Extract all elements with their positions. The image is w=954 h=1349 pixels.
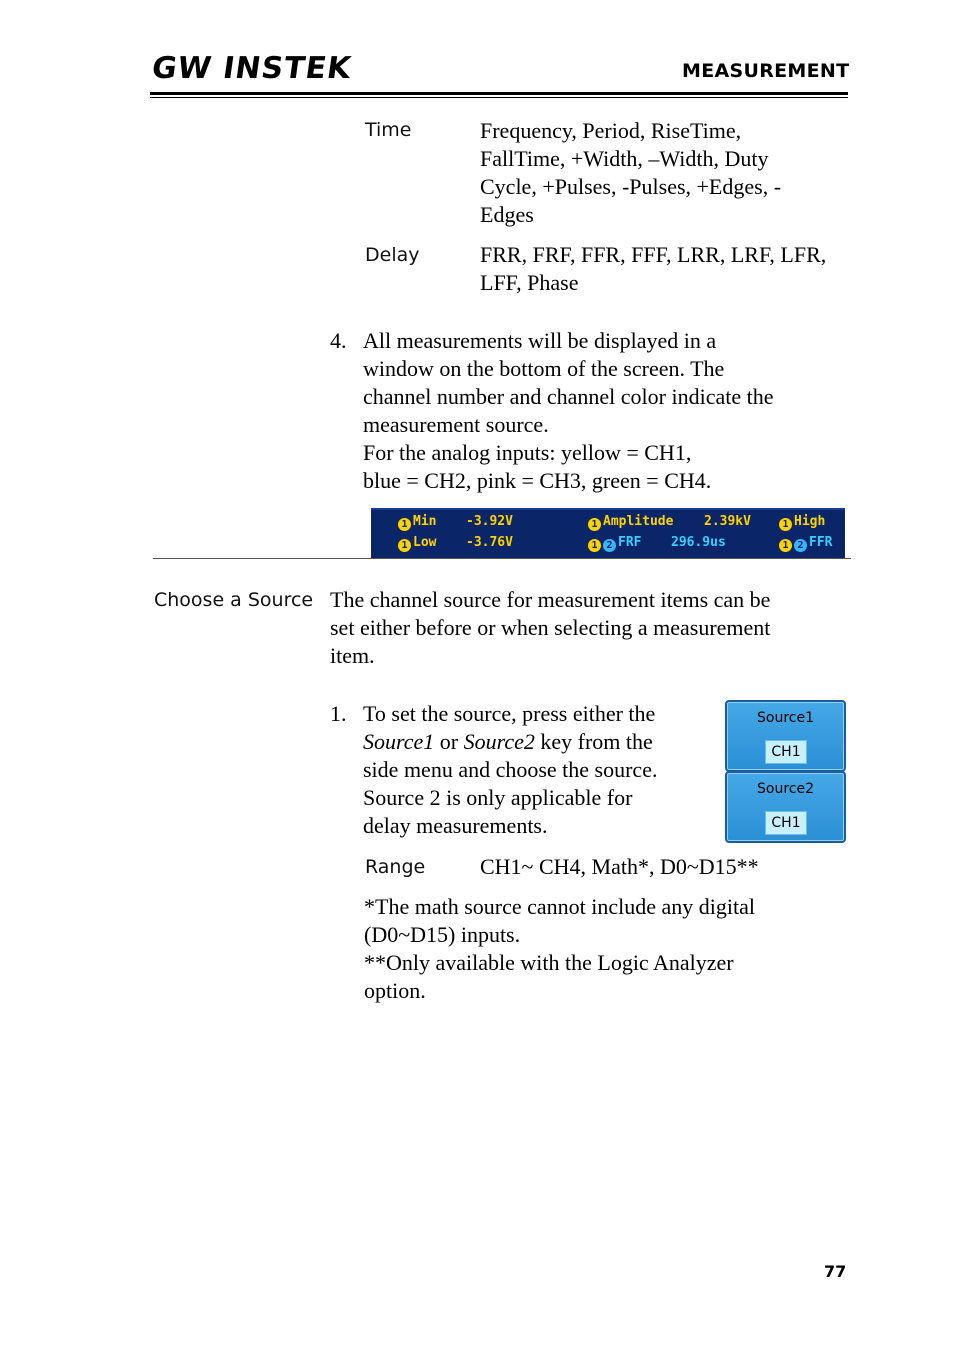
source1-softkey[interactable]	[725, 700, 846, 772]
meas-frf: 1 2 FRF	[588, 535, 641, 552]
measurement-bar	[371, 508, 845, 559]
ch1-icon: 1	[779, 539, 792, 552]
step-number: 1.	[330, 701, 347, 726]
softkey-title: Source1	[757, 710, 814, 726]
softkey-value: CH1	[765, 811, 807, 835]
ch2-icon: 2	[603, 539, 616, 552]
section-divider	[153, 558, 851, 559]
type-items-delay: FRR, FRF, FFR, FFF, LRR, LRF, LFR, LFF, Phase	[480, 242, 827, 295]
page-number: 77	[824, 1262, 847, 1281]
type-label-time: Time	[365, 119, 412, 141]
meas-frf-value: 296.9us	[671, 535, 726, 550]
meas-amplitude: 1 Amplitude	[588, 514, 673, 531]
ch1-icon: 1	[398, 518, 411, 531]
ch1-icon: 1	[588, 539, 601, 552]
range-notes: *The math source cannot include any digital (D0~D15) inputs. **Only available with the Logic Analyzer option.	[364, 894, 755, 1003]
meas-low-value: -3.76V	[466, 535, 513, 550]
meas-low: 1 Low	[398, 535, 436, 552]
softkey-value: CH1	[765, 740, 807, 764]
section-label-choose-source: Choose a Source	[154, 589, 314, 611]
range-value: CH1~ CH4, Math*, D0~D15**	[480, 854, 759, 879]
type-label-delay: Delay	[365, 244, 420, 266]
ch2-icon: 2	[794, 539, 807, 552]
step-number: 4.	[330, 328, 347, 353]
meas-min: 1 Min	[398, 514, 436, 531]
choose-source-intro: The channel source for measurement items can be set either before or when selecting a measurement item.	[330, 587, 771, 668]
meas-ffr: 1 2 FFR	[779, 535, 832, 552]
header-rule	[150, 92, 848, 95]
step1-text: To set the source, press either the Source1 or Source2 key from the side menu and choose the source. Source 2 is only applicable for delay measurements.	[363, 701, 658, 838]
range-label: Range	[365, 856, 426, 878]
softkey-title: Source2	[757, 781, 814, 797]
type-items-time: Frequency, Period, RiseTime, FallTime, +Width, –Width, Duty Cycle, +Pulses, -Pulses, +Edges, - Edges	[480, 118, 782, 227]
meas-high: 1 High	[779, 514, 825, 531]
meas-min-value: -3.92V	[466, 514, 513, 529]
ch1-icon: 1	[398, 539, 411, 552]
meas-amplitude-value: 2.39kV	[704, 514, 751, 529]
step4-text: All measurements will be displayed in a window on the bottom of the screen. The channel number and channel color indicate the measurement source. For the analog inputs: yellow = CH1, blue = CH2, pink = CH3, green = CH4.	[363, 328, 774, 493]
header-rule-thin	[150, 97, 848, 98]
brand-logo: GW INSTEK	[149, 51, 354, 86]
ch1-icon: 1	[779, 518, 792, 531]
page-section-title: MEASUREMENT	[682, 60, 850, 82]
ch1-icon: 1	[588, 518, 601, 531]
source2-softkey[interactable]	[725, 771, 846, 843]
